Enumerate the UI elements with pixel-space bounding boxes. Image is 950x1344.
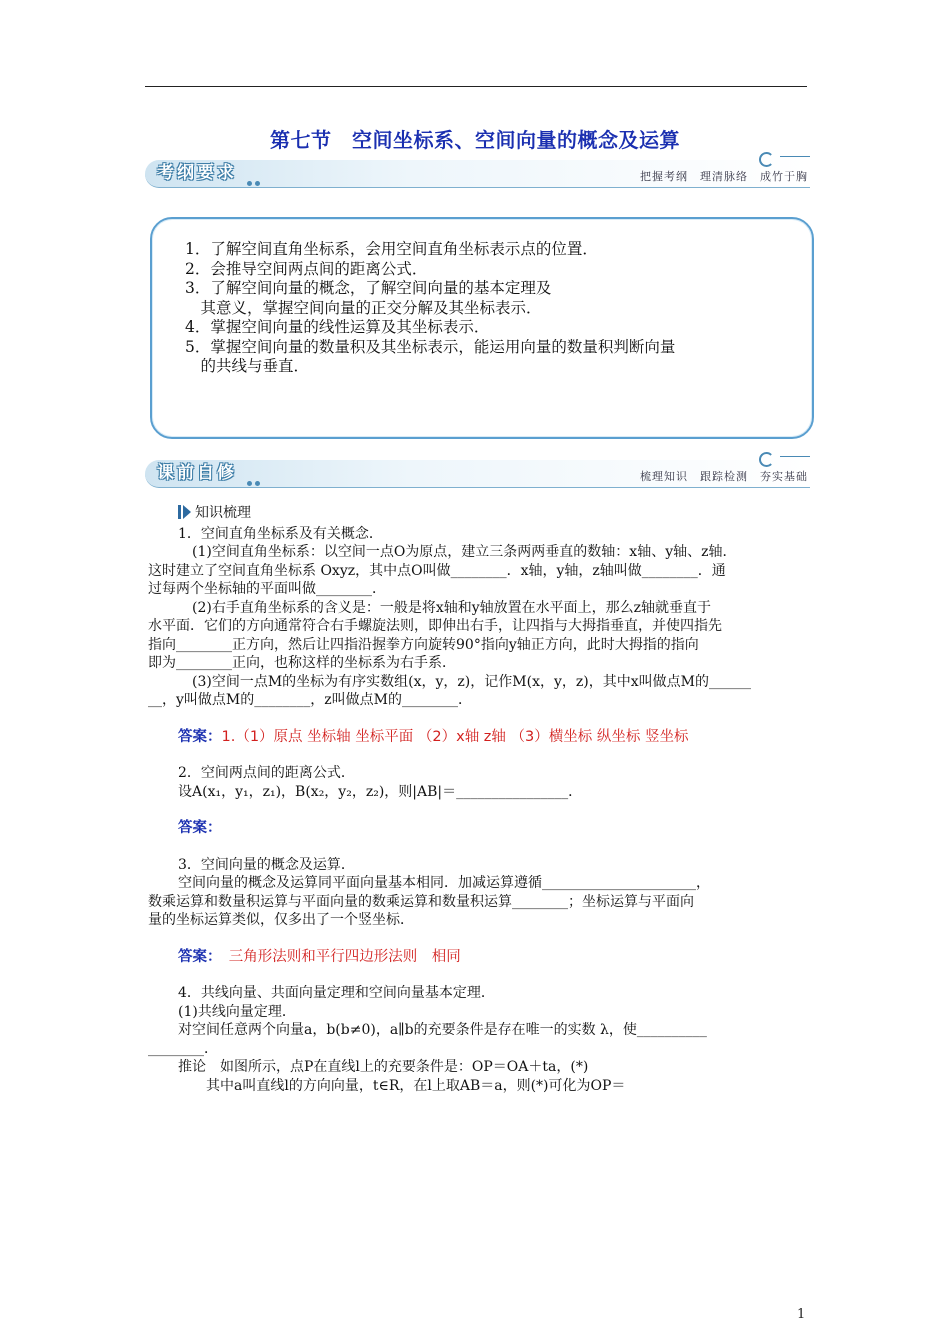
text-line: __，y叫做点M的________，z叫做点M的________． <box>148 692 472 708</box>
page-title: 第七节 空间坐标系、空间向量的概念及运算 <box>270 128 680 152</box>
banner-label: 课前自修 <box>157 463 237 483</box>
text-line: (2)右手直角坐标系的含义是：一般是将x轴和y轴放置在水平面上，那么z轴就垂直于 <box>178 599 712 616</box>
requirement-item: 4．掌握空间向量的线性运算及其坐标表示． <box>185 318 490 336</box>
requirements-list <box>185 240 675 377</box>
text-line: 量的坐标运算类似，仅多出了一个竖坐标． <box>148 912 414 928</box>
topic-heading: 1．空间直角坐标系及有关概念． <box>178 525 383 542</box>
requirement-item: 1．了解空间直角坐标系，会用空间直角坐标表示点的位置． <box>185 240 598 258</box>
section-marker-icon <box>178 505 191 525</box>
banner-exam-requirements <box>145 160 810 188</box>
text-line: 设A(x₁，y₁，z₁)，B(x₂，y₂，z₂)，则|AB|＝________________． <box>178 783 583 800</box>
topic-heading: 4．共线向量、共面向量定理和空间向量基本定理． <box>178 985 495 1001</box>
answer-line: 答案： 三角形法则和平行四边形法则 相同 <box>178 948 461 965</box>
text-line: 即为________正向，也称这样的坐标系为右手系． <box>148 655 456 671</box>
text-line: 对空间任意两个向量a，b(b≠0)，a∥b的充要条件是存在唯一的实数 λ，使__________ <box>178 1022 707 1038</box>
banner-tagline: 把握考纲 理清脉络 成竹于胸 <box>640 170 808 183</box>
topic-heading: 2．空间两点间的距离公式． <box>178 765 355 781</box>
swirl-icon <box>759 152 774 167</box>
page-number: 1 <box>797 1307 806 1322</box>
text-line: 其中a叫直线l的方向向量，t∈R，在l上取AB＝a，则(*)可化为OP＝ <box>178 1077 626 1094</box>
text-line: 指向________正方向，然后让四指沿握拳方向旋转90°指向y轴正方向，此时大拇指的指向 <box>148 636 699 653</box>
requirement-item: 2．会推导空间两点间的距离公式． <box>185 259 428 278</box>
text-line: 空间向量的概念及运算同平面向量基本相同．加减运算遵循______________________， <box>178 875 710 891</box>
requirement-item: 其意义，掌握空间向量的正交分解及其坐标表示． <box>185 298 542 317</box>
text-line: 过每两个坐标轴的平面叫做________． <box>148 581 386 597</box>
text-line: 这时建立了空间直角坐标系 Oxyz，其中点O叫做________．x轴，y轴，z轴叫做________．通 <box>148 562 726 579</box>
section-heading: 知识梳理 <box>178 504 808 525</box>
banner-dots-icon <box>247 471 263 490</box>
swirl-icon <box>759 452 774 467</box>
text-line: (1)空间直角坐标系：以空间一点O为原点，建立三条两两垂直的数轴：x轴、y轴、z轴． <box>178 544 737 560</box>
requirement-item: 5．掌握空间向量的数量积及其坐标表示，能运用向量的数量积判断向量 <box>185 337 676 356</box>
answer-line: 答案： <box>178 820 222 836</box>
banner-tagline: 梳理知识 跟踪检测 夯实基础 <box>640 470 808 483</box>
text-line: 推论 如图所示，点P在直线l上的充要条件是：OP＝OA＋ta，(*) <box>178 1059 589 1075</box>
text-line: 水平面．它们的方向通常符合右手螺旋法则，即伸出右手，让四指与大拇指垂直，并使四指先 <box>148 618 722 634</box>
text-line: (1)共线向量定理． <box>178 1003 296 1020</box>
banner-pre-class-study <box>145 460 810 488</box>
text-line: (3)空间一点M的坐标为有序实数组(x，y，z)，记作M(x，y，z)，其中x叫做点M的______ <box>178 673 751 690</box>
text-line: 数乘运算和数量积运算与平面向量的数乘运算和数量积运算________；坐标运算与平面向 <box>148 893 694 910</box>
answer-line: 答案：1.（1）原点 坐标轴 坐标平面 （2）x轴 z轴 （3）横坐标 纵坐标 竖坐标 <box>178 728 689 745</box>
text-line: ________． <box>148 1040 218 1057</box>
banner-label: 考纲要求 <box>157 163 237 183</box>
header-rule <box>145 86 807 87</box>
requirement-item: 3．了解空间向量的概念，了解空间向量的基本定理及 <box>185 279 552 297</box>
knowledge-section <box>148 504 808 1095</box>
topic-heading: 3．空间向量的概念及运算． <box>178 856 355 873</box>
banner-dots-icon <box>247 171 263 190</box>
requirement-item: 的共线与垂直． <box>185 357 310 375</box>
